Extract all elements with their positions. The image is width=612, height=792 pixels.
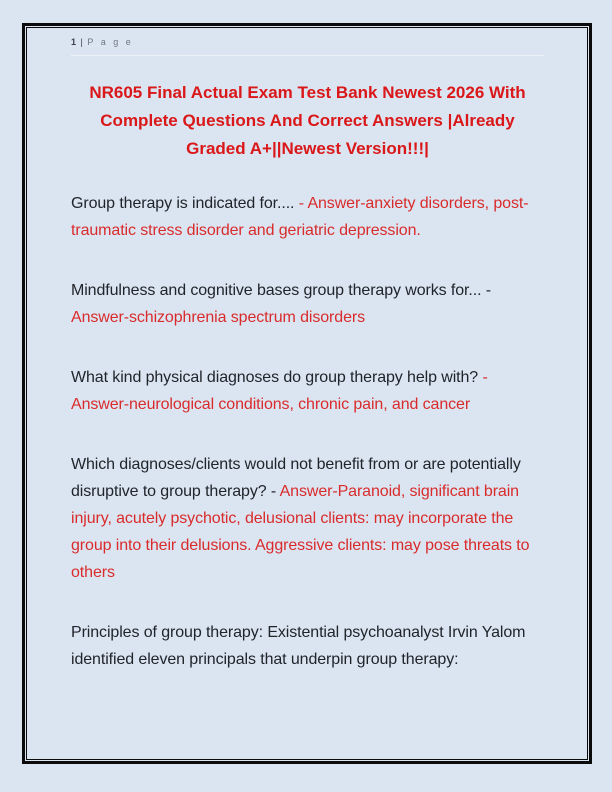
page-frame-inner-border bbox=[26, 27, 588, 760]
answer-text: Answer-schizophrenia spectrum disorders bbox=[71, 309, 365, 326]
question-text: Principles of group therapy: Existential psychoanalyst Irvin Yalom identified eleven principals that underpin group therapy: bbox=[71, 624, 526, 668]
question-text: Which diagnoses/clients would not benefit from or are potentially disruptive to group therapy? - bbox=[71, 456, 521, 500]
question-text: Group therapy is indicated for.... bbox=[71, 195, 299, 212]
page-label: P a g e bbox=[87, 37, 134, 47]
answer-text: Answer-Paranoid, significant brain injury, acutely psychotic, delusional clients: may incorporate the group into their delusions. Aggressive clients: may pose threats to others bbox=[71, 483, 530, 581]
qa-item bbox=[71, 619, 544, 673]
qa-list bbox=[71, 190, 544, 673]
page-header bbox=[71, 37, 544, 56]
qa-item bbox=[71, 364, 544, 418]
question-text: What kind physical diagnoses do group therapy help with? bbox=[71, 369, 483, 386]
qa-item bbox=[71, 190, 544, 244]
qa-item bbox=[71, 451, 544, 586]
page-content bbox=[27, 28, 587, 759]
answer-text: - Answer-neurological conditions, chronic pain, and cancer bbox=[71, 369, 488, 413]
document-title: NR605 Final Actual Exam Test Bank Newest 2026 With Complete Questions And Correct Answers |Already Graded A+||Newest Version!!!| bbox=[89, 83, 526, 158]
question-text: Mindfulness and cognitive bases group therapy works for... - bbox=[71, 282, 492, 299]
page-frame bbox=[22, 23, 592, 764]
answer-text: - Answer-anxiety disorders, post-traumatic stress disorder and geriatric depression. bbox=[71, 195, 529, 239]
page-number-separator: | bbox=[77, 37, 88, 47]
qa-item bbox=[71, 277, 544, 331]
page-number: 1 bbox=[71, 37, 78, 47]
